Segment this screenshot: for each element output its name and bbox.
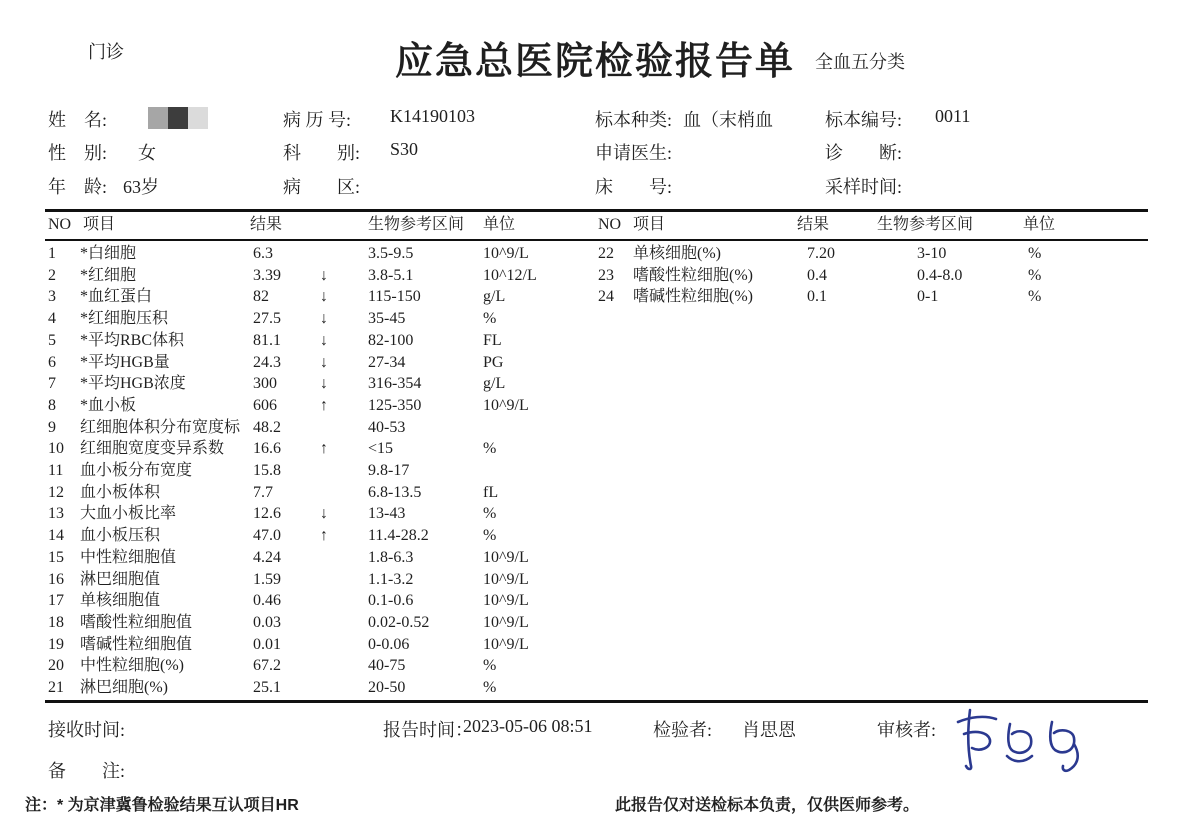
- table-row: [45, 330, 600, 352]
- reference-range: 1.8-6.3: [368, 548, 414, 566]
- row-no: 3: [48, 288, 56, 306]
- row-no: 8: [48, 396, 56, 414]
- table-row: [45, 525, 600, 547]
- table-row: [45, 634, 600, 656]
- unit: %: [483, 657, 497, 675]
- row-no: 2: [48, 266, 56, 284]
- reference-range: 20-50: [368, 679, 406, 696]
- reference-range: 316-354: [368, 375, 422, 393]
- table-row: [45, 438, 600, 460]
- reference-range: 0.1-0.6: [368, 592, 414, 610]
- table-row: [45, 243, 600, 265]
- reference-range: 125-350: [368, 396, 422, 414]
- table-row: [45, 417, 600, 439]
- abnormal-flag: ↓: [320, 353, 328, 371]
- reference-range: 40-75: [368, 657, 406, 675]
- department-label: 科 别:: [283, 143, 361, 163]
- unit: FL: [483, 331, 502, 349]
- sample-time-label: 采样时间:: [825, 177, 903, 197]
- request-doctor-label: 申请医生:: [595, 143, 673, 163]
- row-no: 10: [48, 440, 64, 458]
- reference-range: 6.8-13.5: [368, 483, 422, 501]
- reviewer-label: 审核者:: [877, 720, 937, 740]
- table-row: [45, 460, 600, 482]
- unit: g/L: [483, 288, 506, 306]
- age-value: 63岁: [123, 177, 159, 197]
- unit: 10^9/L: [483, 245, 529, 262]
- result-value: 6.3: [253, 245, 273, 262]
- table-row: [45, 547, 600, 569]
- table-row: [45, 395, 600, 417]
- unit: %: [483, 679, 497, 696]
- unit: %: [483, 440, 497, 458]
- abnormal-flag: ↓: [320, 310, 328, 328]
- item-name: 淋巴细胞(%): [80, 679, 168, 696]
- row-no: 15: [48, 548, 64, 566]
- item-name: 嗜碱性粒细胞(%): [633, 288, 753, 306]
- record-no-label: 病 历 号:: [283, 110, 352, 130]
- row-no: 24: [598, 288, 614, 306]
- result-value: 0.46: [253, 592, 281, 610]
- unit: 10^12/L: [483, 266, 537, 284]
- unit: PG: [483, 353, 504, 371]
- result-value: 47.0: [253, 527, 281, 545]
- age-label: 年 龄:: [48, 177, 108, 197]
- reference-range: 9.8-17: [368, 462, 410, 479]
- reference-range: 0.02-0.52: [368, 613, 430, 631]
- item-name: *平均HGB量: [80, 353, 170, 371]
- specimen-no-value: 0011: [935, 106, 971, 126]
- diagnosis-label: 诊 断:: [825, 143, 903, 163]
- specimen-no-label: 标本编号:: [825, 110, 903, 130]
- item-name: 中性粒细胞值: [80, 548, 177, 566]
- reference-range: 35-45: [368, 310, 406, 328]
- result-value: 48.2: [253, 418, 281, 436]
- result-value: 16.6: [253, 440, 281, 458]
- report-time-value: 2023-05-06 08:51: [463, 716, 593, 736]
- unit: 10^9/L: [483, 396, 529, 414]
- table-row: [593, 265, 1148, 287]
- unit: fL: [483, 483, 499, 501]
- item-name: *平均HGB浓度: [80, 375, 186, 393]
- table-row: [45, 308, 600, 330]
- item-name: 大血小板比率: [80, 505, 177, 523]
- report-title: 应急总医院检验报告单: [394, 41, 795, 83]
- row-no: 21: [48, 679, 64, 696]
- table-row: [593, 286, 1148, 308]
- result-value: 82: [253, 288, 269, 306]
- name-redaction-blocks: [148, 107, 208, 129]
- reference-range: <15: [368, 440, 394, 458]
- result-value: 25.1: [253, 679, 281, 696]
- table-header-rule: [45, 239, 1148, 241]
- table-row: [593, 243, 1148, 265]
- row-no: 17: [48, 592, 64, 610]
- note-disclaimer: 此报告仅对送检标本负责，仅供医师参考。: [615, 797, 920, 814]
- reference-range: 115-150: [368, 288, 421, 306]
- reference-range: 0-1: [917, 288, 939, 306]
- header-result: 结果: [797, 216, 830, 233]
- header-no: NO: [48, 216, 72, 233]
- examiner-value: 肖思恩: [742, 720, 796, 740]
- row-no: 11: [48, 462, 64, 479]
- note-mutual-recognition: 注：* 为京津冀鲁检验结果互认项目HR: [25, 797, 299, 814]
- abnormal-flag: ↑: [320, 440, 328, 458]
- reference-range: 82-100: [368, 331, 414, 349]
- result-value: 606: [253, 396, 277, 414]
- header-result: 结果: [250, 216, 283, 233]
- table-row: [45, 612, 600, 634]
- unit: 10^9/L: [483, 570, 529, 588]
- header-unit: 单位: [483, 216, 516, 233]
- specimen-type-value: 血（末梢血: [683, 110, 773, 130]
- table-row: [45, 265, 600, 287]
- department-value: S30: [390, 139, 419, 159]
- unit: %: [1028, 266, 1042, 284]
- table-row: [45, 569, 600, 591]
- abnormal-flag: ↓: [320, 505, 328, 523]
- result-value: 0.4: [807, 266, 827, 284]
- redaction-block: [168, 107, 188, 129]
- result-value: 7.20: [807, 245, 835, 262]
- record-no-value: K14190103: [390, 106, 475, 126]
- result-value: 0.03: [253, 613, 281, 631]
- result-value: 1.59: [253, 570, 281, 588]
- reference-range: 3.8-5.1: [368, 266, 414, 284]
- left-table-header: [45, 214, 593, 236]
- abnormal-flag: ↑: [320, 527, 328, 545]
- specimen-type-label: 标本种类:: [595, 110, 673, 130]
- row-no: 1: [48, 245, 56, 262]
- result-value: 4.24: [253, 548, 281, 566]
- abnormal-flag: ↓: [320, 288, 328, 306]
- result-value: 0.1: [807, 288, 827, 306]
- item-name: 嗜酸性粒细胞(%): [633, 266, 753, 284]
- reference-range: 40-53: [368, 418, 406, 436]
- abnormal-flag: ↓: [320, 266, 328, 284]
- row-no: 5: [48, 331, 56, 349]
- item-name: 红细胞体积分布宽度标: [80, 418, 241, 436]
- unit: 10^9/L: [483, 635, 529, 653]
- panel-type-label: 全血五分类: [815, 52, 905, 72]
- redaction-block: [148, 107, 168, 129]
- item-name: *血红蛋白: [80, 288, 153, 306]
- result-value: 67.2: [253, 657, 281, 675]
- gender-label: 性 别:: [48, 143, 108, 163]
- receive-time-label: 接收时间:: [48, 720, 126, 740]
- reference-range: 3-10: [917, 245, 947, 262]
- row-no: 6: [48, 353, 56, 371]
- abnormal-flag: ↓: [320, 331, 328, 349]
- reference-range: 27-34: [368, 353, 406, 371]
- table-row: [45, 503, 600, 525]
- header-unit: 单位: [1023, 216, 1056, 233]
- item-name: *红细胞压积: [80, 310, 169, 328]
- reference-range: 13-43: [368, 505, 406, 523]
- ward-label: 病 区:: [283, 177, 361, 197]
- reference-range: 11.4-28.2: [368, 527, 429, 545]
- header-range: 生物参考区间: [368, 216, 465, 233]
- item-name: 血小板压积: [80, 527, 161, 545]
- row-no: 23: [598, 266, 614, 284]
- abnormal-flag: ↓: [320, 375, 328, 393]
- result-value: 0.01: [253, 635, 281, 653]
- reference-range: 3.5-9.5: [368, 245, 414, 262]
- table-top-rule: [45, 209, 1148, 212]
- row-no: 7: [48, 375, 56, 393]
- item-name: 单核细胞(%): [633, 245, 721, 262]
- item-name: 血小板体积: [80, 483, 161, 501]
- row-no: 12: [48, 483, 64, 501]
- right-table-header: [593, 214, 1148, 236]
- header-no: NO: [598, 216, 622, 233]
- table-row: [45, 373, 600, 395]
- table-row: [45, 352, 600, 374]
- row-no: 14: [48, 527, 64, 545]
- item-name: 单核细胞值: [80, 592, 161, 610]
- result-value: 7.7: [253, 483, 273, 501]
- name-label: 姓 名:: [48, 110, 108, 130]
- item-name: *血小板: [80, 396, 137, 414]
- row-no: 20: [48, 657, 64, 675]
- result-value: 12.6: [253, 505, 281, 523]
- report-time-label: 报告时间：: [383, 720, 473, 740]
- unit: 10^9/L: [483, 548, 529, 566]
- row-no: 16: [48, 570, 64, 588]
- header-item: 项目: [633, 216, 666, 233]
- result-value: 24.3: [253, 353, 281, 371]
- redaction-block: [188, 107, 208, 129]
- unit: %: [483, 310, 497, 328]
- unit: %: [483, 505, 497, 523]
- item-name: *红细胞: [80, 266, 137, 284]
- table-row: [45, 590, 600, 612]
- gender-value: 女: [138, 143, 156, 163]
- result-value: 15.8: [253, 462, 281, 479]
- item-name: 血小板分布宽度: [80, 462, 193, 479]
- abnormal-flag: ↑: [320, 396, 328, 414]
- row-no: 9: [48, 418, 56, 436]
- examiner-label: 检验者:: [653, 720, 713, 740]
- table-row: [45, 482, 600, 504]
- reviewer-signature: [952, 700, 1117, 780]
- table-row: [45, 655, 600, 677]
- result-value: 300: [253, 375, 277, 393]
- unit: g/L: [483, 375, 506, 393]
- visit-type-label: 门诊: [88, 42, 124, 62]
- row-no: 22: [598, 245, 614, 262]
- row-no: 13: [48, 505, 64, 523]
- header-range: 生物参考区间: [877, 216, 974, 233]
- item-name: 中性粒细胞(%): [80, 657, 184, 675]
- item-name: *平均RBC体积: [80, 331, 185, 349]
- table-row: [45, 286, 600, 308]
- item-name: 淋巴细胞值: [80, 570, 161, 588]
- unit: %: [1028, 288, 1042, 306]
- reference-range: 1.1-3.2: [368, 570, 414, 588]
- unit: 10^9/L: [483, 613, 529, 631]
- unit: %: [483, 527, 497, 545]
- result-value: 3.39: [253, 266, 281, 284]
- item-name: *白细胞: [80, 245, 137, 262]
- row-no: 18: [48, 613, 64, 631]
- result-value: 81.1: [253, 331, 281, 349]
- row-no: 4: [48, 310, 56, 328]
- remark-label: 备 注:: [48, 761, 126, 781]
- table-row: [45, 677, 600, 699]
- item-name: 红细胞宽度变异系数: [80, 440, 225, 458]
- row-no: 19: [48, 635, 64, 653]
- item-name: 嗜碱性粒细胞值: [80, 635, 193, 653]
- bed-no-label: 床 号:: [595, 177, 673, 197]
- reference-range: 0-0.06: [368, 635, 410, 653]
- reference-range: 0.4-8.0: [917, 266, 963, 284]
- unit: %: [1028, 245, 1042, 262]
- result-value: 27.5: [253, 310, 281, 328]
- unit: 10^9/L: [483, 592, 529, 610]
- header-item: 项目: [83, 216, 116, 233]
- item-name: 嗜酸性粒细胞值: [80, 613, 193, 631]
